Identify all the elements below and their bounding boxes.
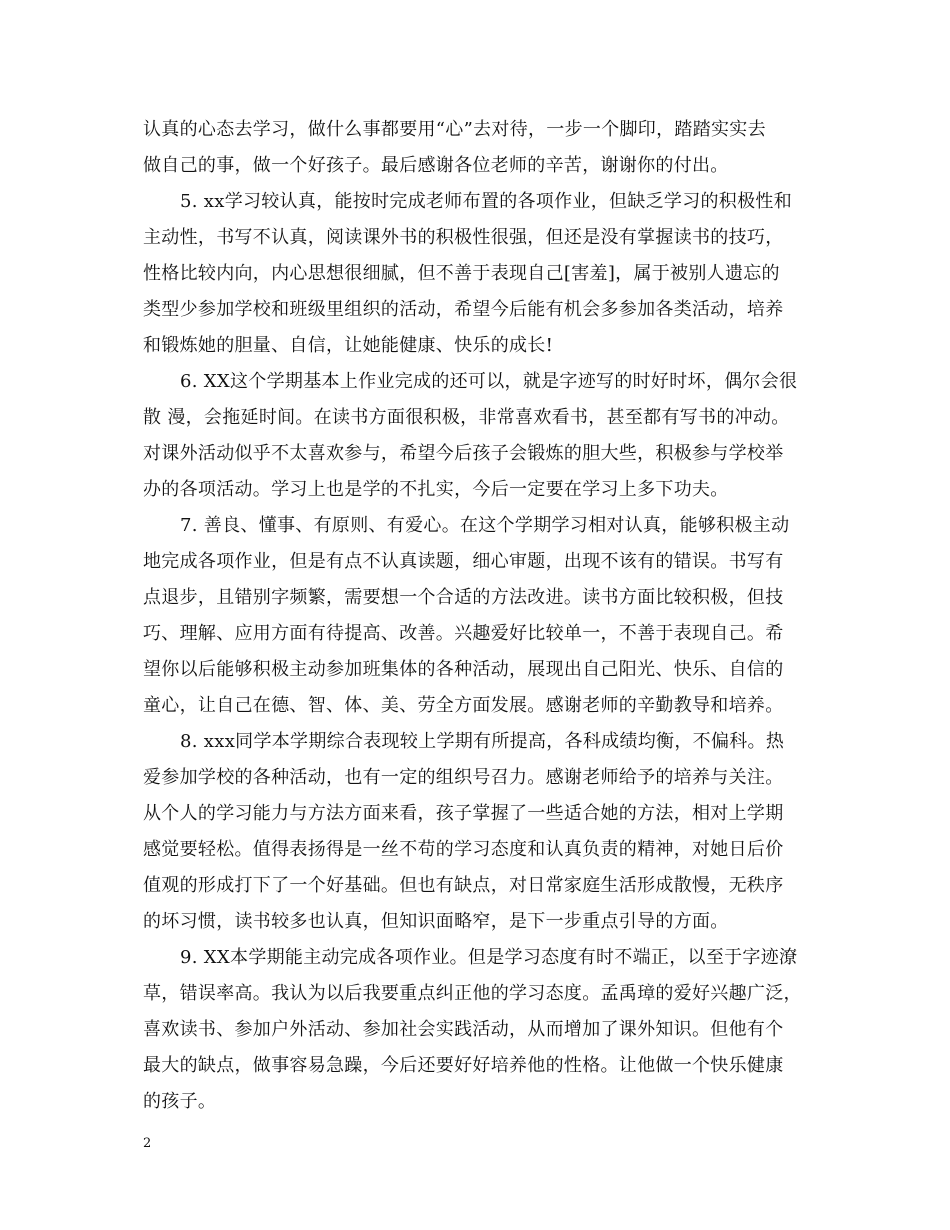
text-line: 主动性，书写不认真，阅读课外书的积极性很强，但还是没有掌握读书的技巧， xyxy=(143,227,784,248)
text-line: 的坏习惯，读书较多也认真，但知识面略窄，是下一步重点引导的方面。 xyxy=(143,911,729,932)
text-line: 性格比较内向，内心思想很细腻，但不善于表现自己[害羞]，属于被别人遗忘的 xyxy=(143,263,780,284)
text-line: 对课外活动似乎不太喜欢参与，希望今后孩子会锻炼的胆大些，积极参与学校举 xyxy=(143,443,784,464)
paragraph-first-line: 5. xx学习较认真，能按时完成老师布置的各项作业，但缺乏学习的积极性和 xyxy=(180,191,792,212)
paragraph-first-line: 7. 善良、懂事、有原则、有爱心。在这个学期学习相对认真，能够积极主动 xyxy=(180,515,790,536)
text-line: 地完成各项作业，但是有点不认真读题，细心审题，出现不该有的错误。书写有 xyxy=(143,551,784,572)
paragraph-first-line: 9. XX本学期能主动完成各项作业。但是学习态度有时不端正，以至于字迹潦 xyxy=(180,947,798,968)
paragraph-first-line: 6. XX这个学期基本上作业完成的还可以，就是字迹写的时好时坏，偶尔会很 xyxy=(180,371,798,392)
text-line: 点退步，且错别字频繁，需要想一个合适的方法改进。读书方面比较积极，但技 xyxy=(143,587,784,608)
text-line: 的孩子。 xyxy=(143,1091,217,1112)
text-line: 草，错误率高。我认为以后我要重点纠正他的学习态度。孟禹璋的爱好兴趣广泛， xyxy=(143,983,802,1004)
paragraph-first-line: 8. xxx同学本学期综合表现较上学期有所提高，各科成绩均衡，不偏科。热 xyxy=(180,731,785,752)
text-line: 散 漫，会拖延时间。在读书方面很积极，非常喜欢看书，甚至都有写书的冲动。 xyxy=(143,407,790,428)
text-line: 望你以后能够积极主动参加班集体的各种活动，展现出自己阳光、快乐、自信的 xyxy=(143,659,784,680)
text-line: 值观的形成打下了一个好基础。但也有缺点，对日常家庭生活形成散慢，无秩序 xyxy=(143,875,784,896)
text-line: 爱参加学校的各种活动，也有一定的组织号召力。感谢老师给予的培养与关注。 xyxy=(143,767,784,788)
text-line: 喜欢读书、参加户外活动、参加社会实践活动，从而增加了课外知识。但他有个 xyxy=(143,1019,784,1040)
text-line: 做自己的事，做一个好孩子。最后感谢各位老师的辛苦，谢谢你的付出。 xyxy=(143,155,729,176)
text-line: 和锻炼她的胆量、自信，让她能健康、快乐的成长! xyxy=(143,335,554,356)
text-line: 感觉要轻松。值得表扬得是一丝不苟的学习态度和认真负责的精神，对她日后价 xyxy=(143,839,784,860)
text-line: 童心，让自己在德、智、体、美、劳全方面发展。感谢老师的辛勤教导和培养。 xyxy=(143,695,784,716)
text-line: 从个人的学习能力与方法方面来看，孩子掌握了一些适合她的方法，相对上学期 xyxy=(143,803,784,824)
text-line: 认真的心态去学习，做什么事都要用“心”去对待，一步一个脚印，踏踏实实去 xyxy=(143,119,766,140)
text-line: 类型少参加学校和班级里组织的活动，希望今后能有机会多参加各类活动，培养 xyxy=(143,299,784,320)
document-body xyxy=(143,112,823,1120)
text-line: 巧、理解、应用方面有待提高、改善。兴趣爱好比较单一，不善于表现自己。希 xyxy=(143,623,784,644)
text-line: 办的各项活动。学习上也是学的不扎实，今后一定要在学习上多下功夫。 xyxy=(143,479,729,500)
page-number: 2 xyxy=(143,1136,152,1151)
text-line: 最大的缺点，做事容易急躁，今后还要好好培养他的性格。让他做一个快乐健康 xyxy=(143,1055,784,1076)
